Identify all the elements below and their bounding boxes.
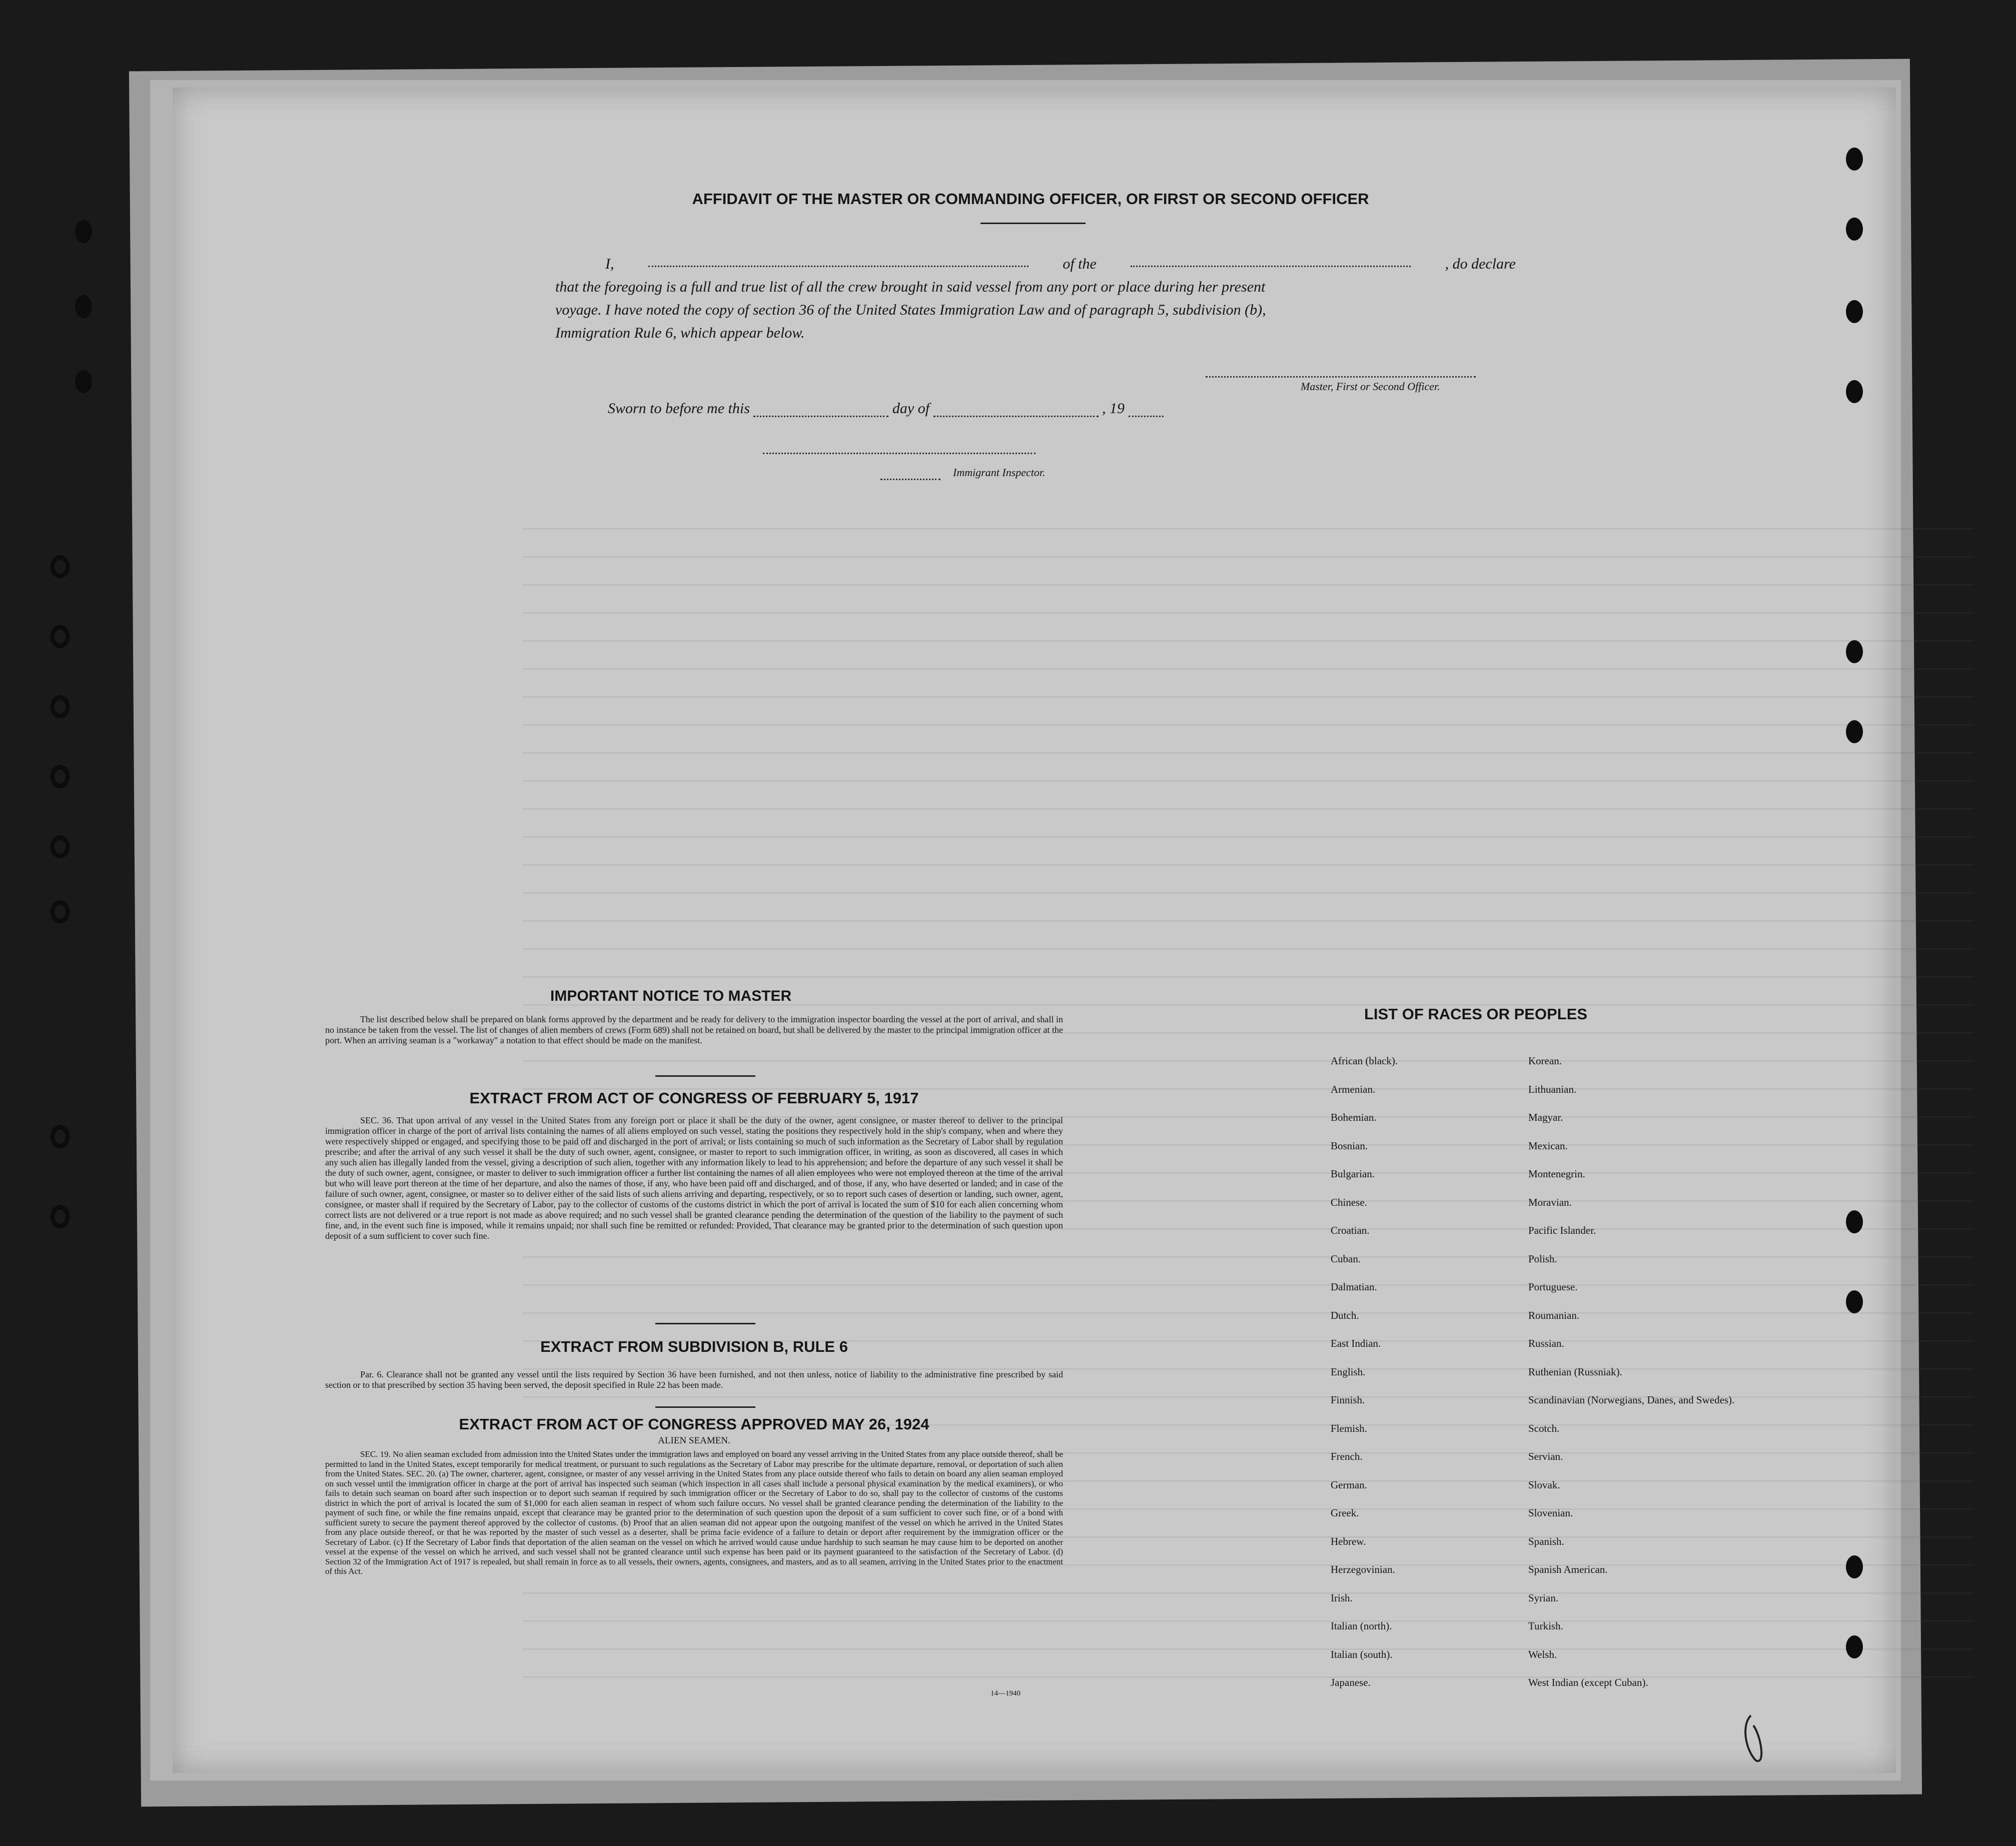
- sworn-day-of: day of: [892, 400, 930, 417]
- punch-hole: [50, 835, 70, 858]
- affidavit-i: I,: [605, 256, 614, 272]
- affidavit-do-declare: , do declare: [1445, 256, 1516, 272]
- sworn-line: [608, 400, 1164, 417]
- race-item: Magyar.: [1528, 1111, 1563, 1123]
- punch-hole: [50, 1125, 70, 1148]
- master-caption: Master, First or Second Officer.: [1301, 380, 1440, 393]
- sworn-year-field[interactable]: [1129, 403, 1164, 417]
- race-item: Finnish.: [1331, 1394, 1365, 1406]
- race-item: Syrian.: [1528, 1591, 1559, 1604]
- race-item: Dutch.: [1331, 1309, 1359, 1321]
- race-item: Portuguese.: [1528, 1281, 1578, 1293]
- race-item: Roumanian.: [1528, 1309, 1580, 1321]
- race-item: Slovak.: [1528, 1478, 1560, 1491]
- race-item: Montenegrin.: [1528, 1168, 1585, 1180]
- divider: [655, 1075, 755, 1077]
- race-item: Servian.: [1528, 1450, 1563, 1462]
- race-item: Russian.: [1528, 1337, 1564, 1349]
- vessel-name-field[interactable]: [1131, 253, 1411, 267]
- race-item: Bohemian.: [1331, 1111, 1377, 1123]
- title-rule: [980, 223, 1086, 224]
- punch-hole: [50, 695, 70, 718]
- divider: [655, 1323, 755, 1324]
- master-name-field[interactable]: [648, 253, 1029, 267]
- affidavit-line-4: Immigration Rule 6, which appear below.: [555, 325, 805, 341]
- race-item: Armenian.: [1331, 1083, 1376, 1095]
- punch-hole: [1846, 218, 1863, 241]
- affidavit-line-2: that the foregoing is a full and true list of all the crew brought in said vessel from any port or place during her present: [555, 279, 1266, 295]
- race-item: Lithuanian.: [1528, 1083, 1577, 1095]
- punch-hole: [1846, 300, 1863, 323]
- punch-hole: [1846, 640, 1863, 663]
- race-item: Korean.: [1528, 1055, 1562, 1067]
- punch-hole: [1846, 720, 1863, 743]
- affidavit-line-1: [555, 253, 1516, 276]
- extract-rule6-text: Par. 6. Clearance shall not be granted any vessel until the lists required by Section 36 have been furnished, and not then unless, notice of liability to the administrative fine prescribed by said section or to that prescribed by section 35 having been served, the deposit specified in Rule 22 has been made.: [325, 1369, 1063, 1390]
- punch-hole: [1846, 1555, 1863, 1578]
- race-item: Spanish American.: [1528, 1563, 1608, 1575]
- affidavit-line-3: voyage. I have noted the copy of section 36 of the United States Immigration Law and of paragraph 5, subdivision (b),: [555, 302, 1266, 318]
- punch-hole: [1846, 380, 1863, 403]
- divider: [655, 1406, 755, 1408]
- affidavit-body: [555, 253, 1516, 345]
- affidavit-title: AFFIDAVIT OF THE MASTER OR COMMANDING OFFICER, OR FIRST OR SECOND OFFICER: [692, 190, 1369, 208]
- race-item: Greek.: [1331, 1507, 1359, 1519]
- punch-hole: [75, 370, 92, 393]
- race-item: Mexican.: [1528, 1139, 1568, 1152]
- punch-hole: [50, 1205, 70, 1228]
- race-item: Italian (south).: [1331, 1648, 1393, 1660]
- notice-title: IMPORTANT NOTICE TO MASTER: [550, 988, 792, 1004]
- inspector-signature-line[interactable]: [763, 453, 1036, 454]
- punch-hole: [50, 555, 70, 578]
- sworn-day-field[interactable]: [753, 403, 888, 417]
- affidavit-of-the: of the: [1063, 256, 1097, 272]
- extract-1924-title: EXTRACT FROM ACT OF CONGRESS APPROVED MAY 26, 1924: [459, 1415, 929, 1433]
- race-item: Scandinavian (Norwegians, Danes, and Swedes).: [1528, 1394, 1735, 1406]
- punch-hole: [1846, 1210, 1863, 1233]
- inspector-caption: Immigrant Inspector.: [953, 466, 1046, 479]
- race-item: Japanese.: [1331, 1676, 1371, 1688]
- races-right-column: [1528, 1055, 1748, 1705]
- race-item: Bosnian.: [1331, 1139, 1368, 1152]
- race-item: Cuban.: [1331, 1252, 1361, 1265]
- extract-1917-title: EXTRACT FROM ACT OF CONGRESS OF FEBRUARY 5, 1917: [469, 1089, 919, 1107]
- punch-hole: [75, 220, 92, 243]
- race-item: Slovenian.: [1528, 1507, 1573, 1519]
- punch-hole: [50, 625, 70, 648]
- race-item: French.: [1331, 1450, 1363, 1462]
- punch-hole: [1846, 148, 1863, 171]
- sworn-year-prefix: , 19: [1102, 400, 1125, 417]
- race-item: Chinese.: [1331, 1196, 1367, 1208]
- race-item: Welsh.: [1528, 1648, 1557, 1660]
- race-item: Herzegovinian.: [1331, 1563, 1395, 1575]
- races-left-column: [1331, 1055, 1511, 1705]
- sworn-label: Sworn to before me this: [608, 400, 750, 417]
- punch-hole: [50, 900, 70, 923]
- race-item: Ruthenian (Russniak).: [1528, 1365, 1622, 1378]
- race-item: Turkish.: [1528, 1620, 1563, 1632]
- inspector-dots: [880, 479, 940, 480]
- handwritten-mark: [1731, 1705, 1791, 1775]
- notice-text: The list described below shall be prepared on blank forms approved by the department and be ready for delivery to the immigration inspector boarding the vessel at the port of arrival, and shall in no instance be taken from the vessel. The list of changes of alien members of crews (Form 689) shall not be retained on board, but shall be delivered by the master to the principal immigration officer at the port. When an arriving seaman is a "workaway" a notation to that effect should be made on the manifest.: [325, 1014, 1063, 1045]
- race-item: English.: [1331, 1365, 1366, 1378]
- punch-hole: [1846, 1290, 1863, 1313]
- sworn-month-field[interactable]: [933, 403, 1099, 417]
- race-item: German.: [1331, 1478, 1367, 1491]
- punch-hole: [1846, 1635, 1863, 1658]
- race-item: Hebrew.: [1331, 1535, 1366, 1547]
- race-item: Scotch.: [1528, 1422, 1560, 1434]
- extract-1917-text: SEC. 36. That upon arrival of any vessel in the United States from any foreign port or place it shall be the duty of the owner, agent consignee, or master thereof to deliver to the principal immigration officer in charge of the port of arrival lists containing the names of all aliens employed on such vessel, stating the positions they respectively hold in the ship's company, when and where they were respectively shipped or engaged, and specifying those to be paid off and discharged in the port of arrival; or lists containing so much of such information as the Secretary of Labor shall by regulation prescribe; and after the arrival of any such vessel it shall be the duty of such owner, agent, consignee, or master to report to such immigration officer, in writing, as soon as discovered, all cases in which any such alien has illegally landed from the vessel, giving a description of such alien, together with any information likely to lead to his apprehension; and before the departure of any such vessel it shall be the duty of such owner, agent, consignee, or master to deliver to such immigration officer a further list containing the names of all alien employees who were not employed thereon at the time of the arrival but who will leave port thereon at the time of her departure, and also the names of those, if any, who have been paid off and discharged, and of those, if any, who have deserted or landed; and in case of the failure of such owner, agent, consignee, or master so to deliver either of the said lists of such aliens arriving and departing, respectively, or so to report such cases of desertion or landing, such owner, agent, consignee, or master shall if required by the Secretary of Labor, pay to the collector of customs of the customs district in which the port of arrival is located the sum of $10 for each alien concerning whom correct lists are not delivered or a true report is not made as above required; and no such vessel shall be granted clearance pending the determination of the question of the liability to the payment of such fine, and, in the event such fine is imposed, while it remains unpaid; nor shall such fine be remitted or refunded: Provided, That clearance may be granted prior to the determination of such question upon deposit of a sum sufficient to cover such fine.: [325, 1115, 1063, 1241]
- race-item: East Indian.: [1331, 1337, 1381, 1349]
- race-item: Irish.: [1331, 1591, 1353, 1604]
- race-item: Croatian.: [1331, 1224, 1370, 1236]
- race-item: Pacific Islander.: [1528, 1224, 1596, 1236]
- master-signature-line[interactable]: [1206, 376, 1476, 378]
- extract-1924-subtitle: ALIEN SEAMEN.: [658, 1435, 730, 1446]
- race-item: Moravian.: [1528, 1196, 1572, 1208]
- race-item: African (black).: [1331, 1055, 1398, 1067]
- race-item: West Indian (except Cuban).: [1528, 1676, 1648, 1688]
- races-title: LIST OF RACES OR PEOPLES: [1364, 1005, 1588, 1023]
- race-item: Bulgarian.: [1331, 1168, 1375, 1180]
- extract-rule6-title: EXTRACT FROM SUBDIVISION B, RULE 6: [540, 1338, 848, 1355]
- race-item: Italian (north).: [1331, 1620, 1392, 1632]
- race-item: Flemish.: [1331, 1422, 1367, 1434]
- punch-hole: [75, 295, 92, 318]
- extract-1924-text: SEC. 19. No alien seaman excluded from admission into the United States under the immigration laws and employed on board any vessel arriving in the United States from any place outside thereof, shall be permitted to land in the United States, except temporarily for medical treatment, or pursuant to such regulations as the Secretary of Labor may prescribe for the ultimate departure, removal, or deportation of such alien from the United States. SEC. 20. (a) The owner, charterer, agent, consignee, or master of any vessel arriving in the United States from any place outside thereof who fails to detain on board any alien seaman employed on such vessel until the immigration officer in charge at the port of arrival has inspected such seaman (which inspection in all cases shall include a personal physical examination by the medical examiners), or who fails to detain such seaman on board after such inspection or to deport such seaman if required by such immigration officer or the Secretary of Labor to do so, shall pay to the collector of customs of the customs district in which the port of arrival is located the sum of $1,000 for each alien seaman in respect of whom such failure occurs. No vessel shall be granted clearance pending the determination of the liability to the payment of such fine, or while the fine remains unpaid, except that clearance may be granted prior to the determination of such question upon the deposit of a sum sufficient to cover such fine, or of a bond with sufficient surety to secure the payment thereof approved by the collector of customs. (b) Proof that an alien seaman did not appear upon the outgoing manifest of the vessel on which he arrived in the United States from any place outside thereof, or that he was reported by the master of such vessel as a deserter, shall be prima facie evidence of a failure to detain or deport after requirement by the immigration officer or the Secretary of Labor. (c) If the Secretary of Labor finds that deportation of the alien seaman on the vessel on which he arrived would cause undue hardship to such seaman he may cause him to be deported on another vessel at the expense of the vessel on which he arrived, and such vessel shall not be granted clearance until such expense has been paid or its payment guaranteed to the satisfaction of the Secretary of Labor. (d) Section 32 of the Immigration Act of 1917 is repealed, but shall remain in force as to all vessels, their owners, agents, consignees, and masters, and as to all seamen, arriving in the United States prior to the enactment of this Act.: [325, 1449, 1063, 1576]
- race-item: Dalmatian.: [1331, 1281, 1377, 1293]
- punch-hole: [50, 765, 70, 788]
- race-item: Polish.: [1528, 1252, 1557, 1265]
- race-item: Spanish.: [1528, 1535, 1564, 1547]
- form-number: 14—1940: [990, 1689, 1021, 1697]
